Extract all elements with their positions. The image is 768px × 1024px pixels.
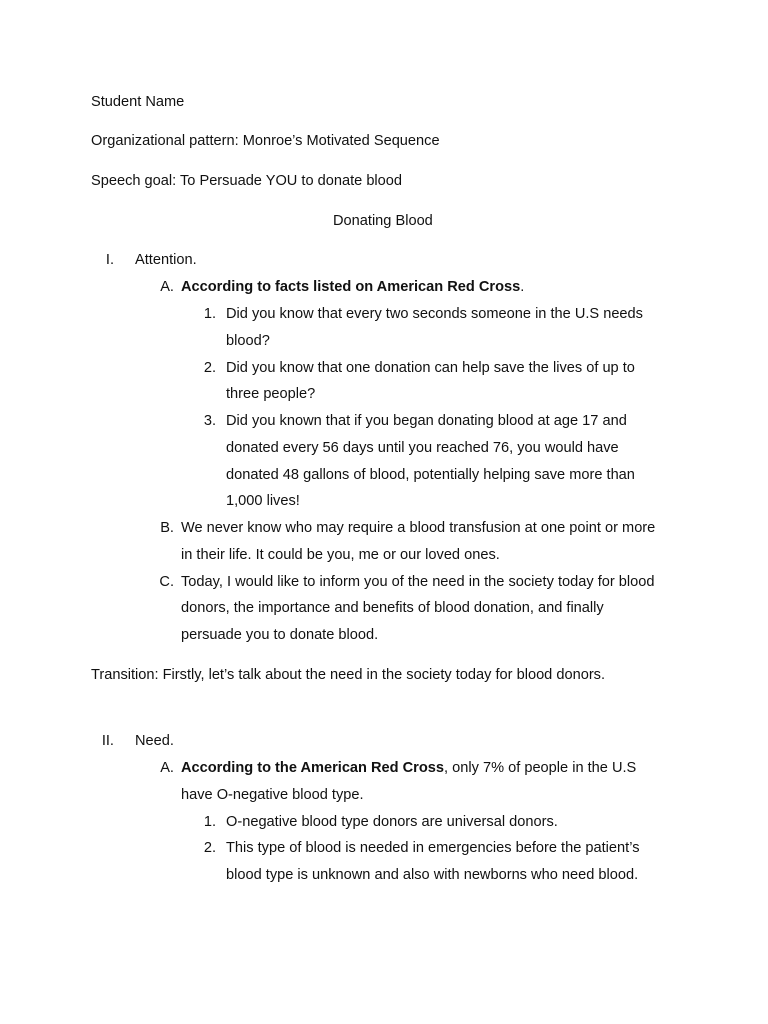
citation-bold: According to facts listed on American Red Cross xyxy=(181,279,521,295)
subitem-line: O-negative blood type donors are universal donors. xyxy=(226,814,558,830)
subitem-marker: 3. xyxy=(203,413,216,429)
section-numeral: I. xyxy=(105,252,114,268)
subitem-line: blood type is unknown and also with newborns who need blood. xyxy=(226,867,639,883)
subitem-line: Did you know that every two seconds someone in the U.S needs xyxy=(226,306,643,322)
subitem-line: 1,000 lives! xyxy=(226,493,300,509)
subitem-line: This type of blood is needed in emergencies before the patient’s xyxy=(226,840,640,856)
citation-rest: , only 7% of people in the U.S xyxy=(444,760,637,776)
outline-line: Today, I would like to inform you of the need in the society today for blood xyxy=(181,574,655,590)
subitem-marker: 2. xyxy=(203,840,216,856)
document-title: Donating Blood xyxy=(333,213,433,229)
outline-line: have O-negative blood type. xyxy=(181,787,364,803)
outline-item xyxy=(181,277,524,297)
student-name: Student Name xyxy=(91,94,185,110)
organizational-pattern: Organizational pattern: Monroe’s Motivated Sequence xyxy=(91,133,440,149)
item-marker: C. xyxy=(159,574,174,590)
subitem-line: three people? xyxy=(226,386,316,402)
section-numeral: II. xyxy=(101,733,114,749)
outline-line: donors, the importance and benefits of blood donation, and finally xyxy=(181,600,604,616)
section-heading: Need. xyxy=(135,733,174,749)
outline-line: in their life. It could be you, me or our loved ones. xyxy=(181,547,500,563)
item-marker: A. xyxy=(160,279,174,295)
subitem-line: Did you know that one donation can help save the lives of up to xyxy=(226,360,635,376)
citation-rest: . xyxy=(520,279,525,295)
outline-item xyxy=(181,758,636,778)
outline-line: We never know who may require a blood transfusion at one point or more xyxy=(181,520,656,536)
subitem-marker: 1. xyxy=(203,814,216,830)
subitem-line: donated 48 gallons of blood, potentially helping save more than xyxy=(226,467,635,483)
speech-goal: Speech goal: To Persuade YOU to donate blood xyxy=(91,173,403,189)
outline-line: persuade you to donate blood. xyxy=(181,627,379,643)
citation-bold: According to the American Red Cross xyxy=(181,760,445,776)
section-heading: Attention. xyxy=(135,252,197,268)
item-marker: A. xyxy=(160,760,174,776)
subitem-line: donated every 56 days until you reached 76, you would have xyxy=(226,440,619,456)
subitem-marker: 2. xyxy=(203,360,216,376)
item-marker: B. xyxy=(160,520,174,536)
subitem-line: Did you known that if you began donating blood at age 17 and xyxy=(226,413,627,429)
subitem-marker: 1. xyxy=(203,306,216,322)
transition-text: Transition: Firstly, let’s talk about the need in the society today for blood donors. xyxy=(91,667,606,683)
subitem-line: blood? xyxy=(226,333,270,349)
